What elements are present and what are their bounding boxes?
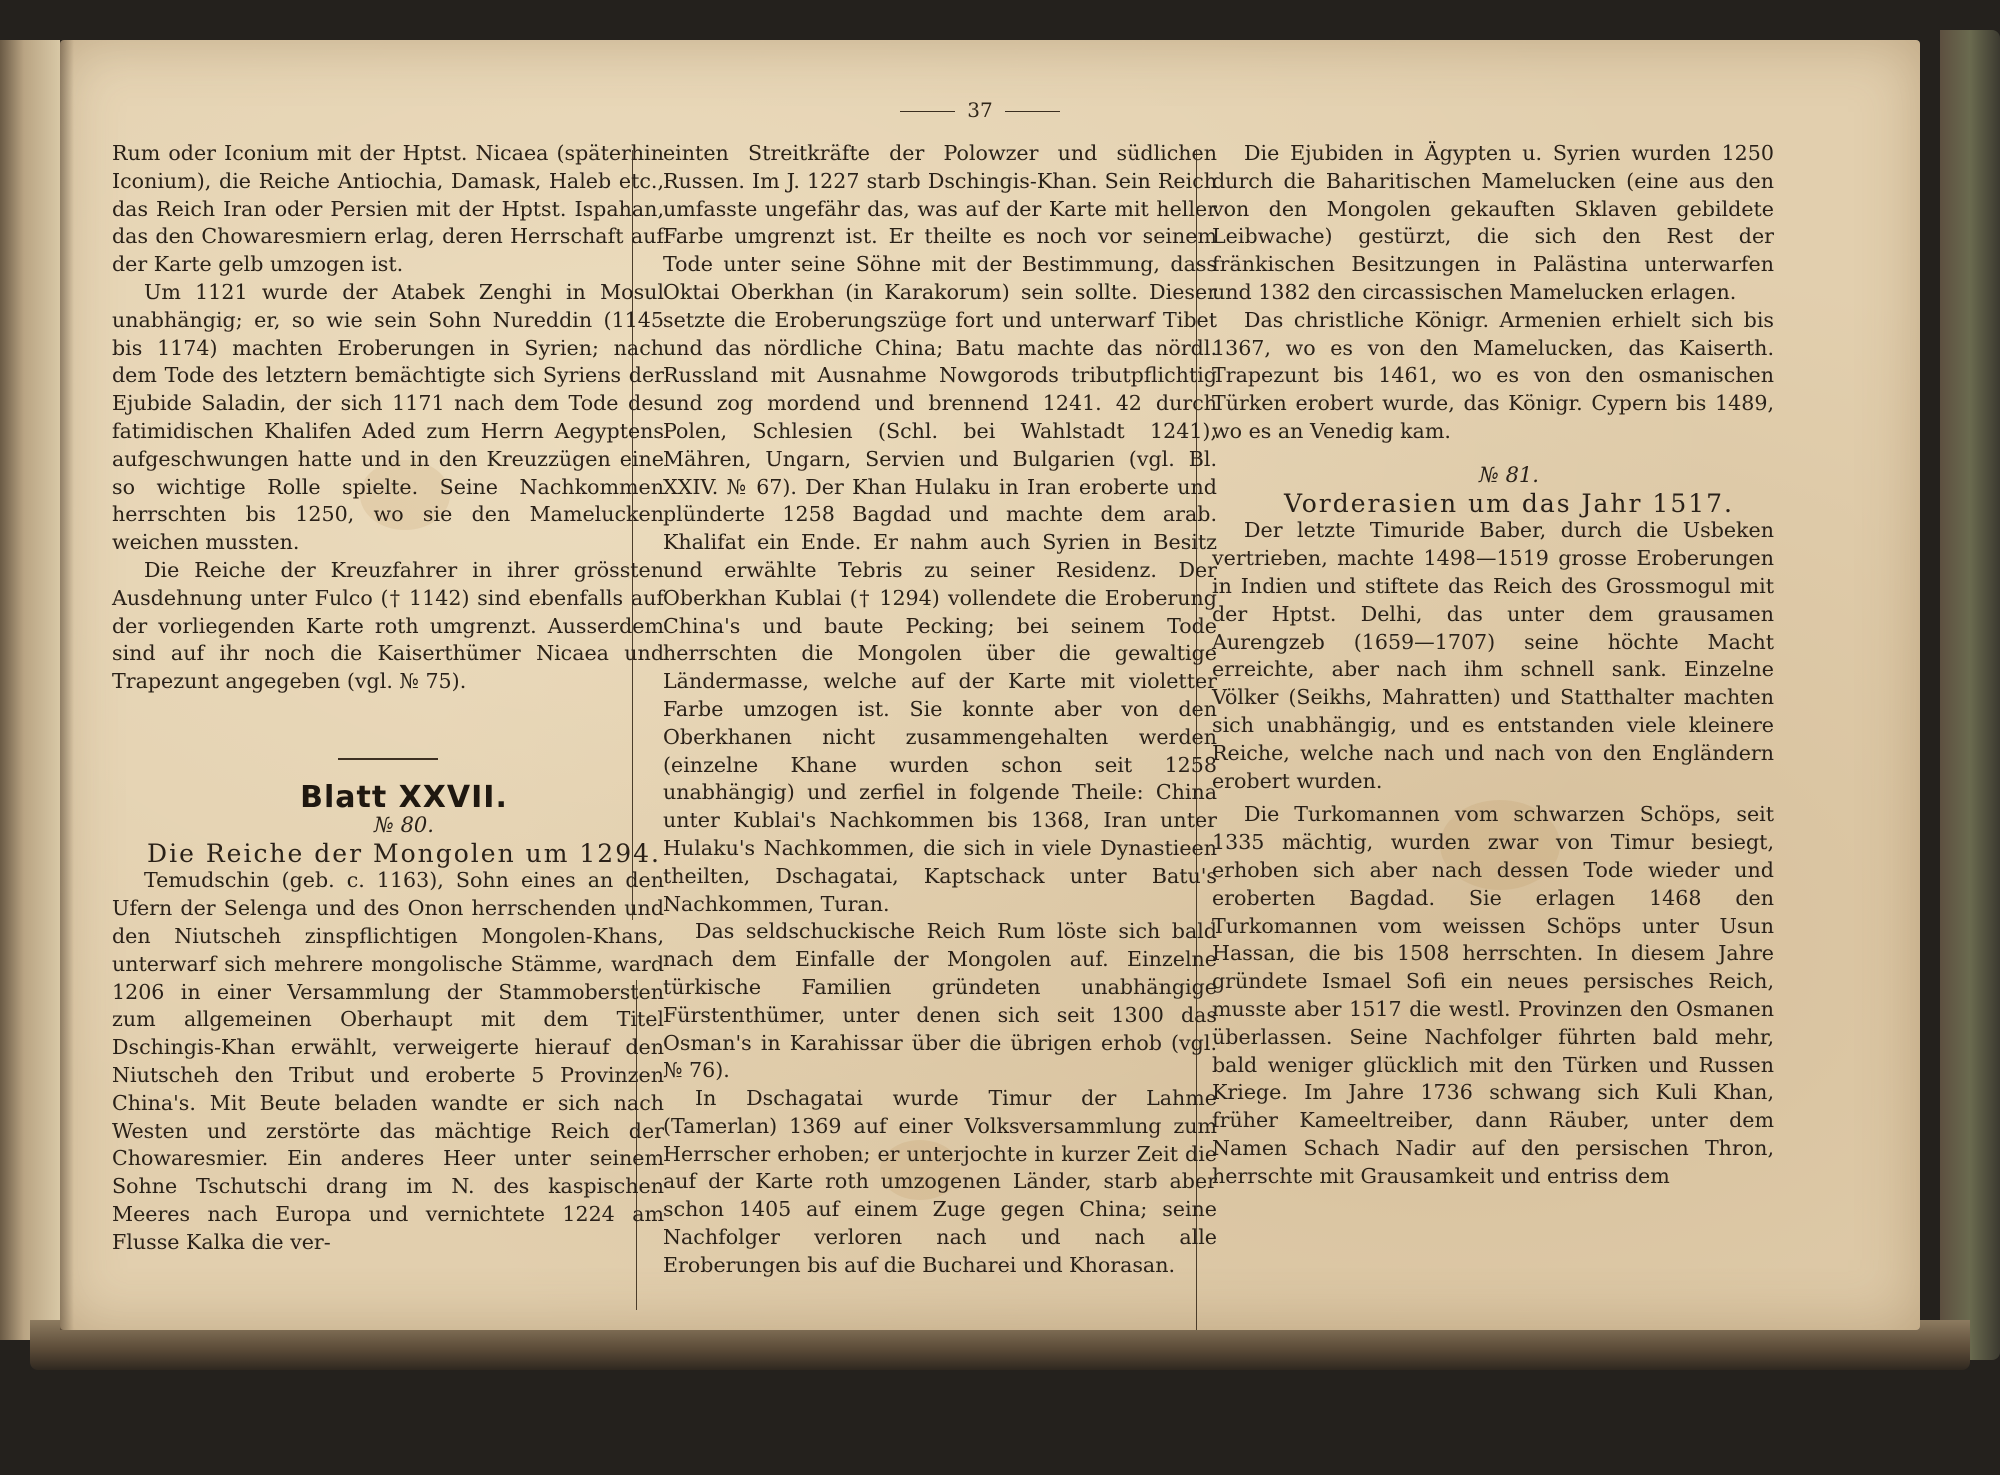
text-column-1 [112, 140, 664, 1256]
paragraph: Der letzte Timuride Baber, durch die Usbeken vertrieben, machte 1498—1519 grosse Eroberungen in Indien und stiftete das Reich des Grossmogul mit der Hptst. Delhi, das unter dem grausamen Aurengzeb (1659—1707) seine höchte Macht erreichte, aber nach ihm schnell sank. Einzelne Völker (Seikhs, Mahratten) und Statthalter machten sich unabhängig, und es entstanden viele kleinere Reiche, welche nach und nach von den Engländern erobert wurden. [1212, 518, 1774, 793]
paragraph: Rum oder Iconium mit der Hptst. Nicaea (späterhin Iconium), die Reiche Antiochia, Damask, Haleb etc., das Reich Iran oder Persien mit der Hptst. Ispahan, das den Chowaresmiern erlag, deren Herrschaft auf der Karte gelb umzogen ist. [112, 141, 664, 277]
folio-dash-left [900, 111, 955, 112]
left-page-edge [0, 40, 60, 1340]
paragraph: In Dschagatai wurde Timur der Lahme (Tamerlan) 1369 auf einer Volksversammlung zum Herrscher erhoben; er unterjochte in kurzer Zeit die auf der Karte roth umzogenen Länder, starb aber schon 1405 auf einem Zuge gegen China; seine Nachfolger verloren nach und nach alle Eroberungen bis auf die Bucharei und Khorasan. [663, 1086, 1217, 1277]
page-number-text: 37 [967, 98, 993, 122]
paragraph: Die Ejubiden in Ägypten u. Syrien wurden 1250 durch die Baharitischen Mamelucken (eine aus den von den Mongolen gekauften Sklaven gebildete Leibwache) gestürzt, die sich den Rest der fränkischen Besitzungen in Palästina unterwarfen und 1382 den circassischen Mamelucken erlagen. [1212, 141, 1774, 304]
paragraph: Das christliche Königr. Armenien erhielt sich bis 1367, wo es von den Mamelucken, das Kaiserth. Trapezunt bis 1461, wo es von den osmanischen Türken erobert wurde, das Königr. Cypern bis 1489, wo es an Venedig kam. [1212, 307, 1774, 443]
sheet-heading: Blatt XXVII. [300, 779, 508, 815]
section-number: № 81. [1479, 462, 1539, 487]
paragraph: Die Turkomannen vom schwarzen Schöps, seit 1335 mächtig, wurden zwar von Timur besiegt, erhoben sich aber nach dessen Tode wieder und eroberten Bagdad. Sie erlagen 1468 den Turkomannen vom weissen Schöps unter Usun Hassan, die bis 1508 herrschten. In diesem Jahre gründete Ismael Sofi ein neues persisches Reich, musste aber 1517 die westl. Provinzen den Osmanen überlassen. Seine Nachfolger führten bald mehr, bald weniger glücklich mit den Türken und Russen Kriege. Im Jahre 1736 schwang sich Kuli Khan, früher Kameeltreiber, dann Räuber, unter dem Namen Schach Nadir auf den persischen Thron, herrschte mit Grausamkeit und entriss dem [1212, 802, 1774, 1188]
text-column-2 [663, 140, 1217, 1280]
paragraph: Temudschin (geb. c. 1163), Sohn eines an den Ufern der Selenga und des Onon herrschenden und den Niutscheh zinspflichtigen Mongolen-Khans, unterwarf sich mehrere mongolische Stämme, ward 1206 in einer Versammlung der Stammobersten zum allgemeinen Oberhaupt mit dem Titel Dschingis-Khan erwählt, verweigerte hierauf den Niutscheh den Tribut und eroberte 5 Provinzen China's. Mit Beute beladen wandte er sich nach Westen und zerstörte das mächtige Reich der Chowaresmier. Ein anderes Heer unter seinem Sohne Tschutschi drang im N. des kaspischen Meeres nach Europa und vernichtete 1224 am Flusse Kalka die ver- [112, 868, 664, 1254]
section-number: № 80. [374, 812, 434, 837]
book-cover-edge [1940, 30, 2000, 1360]
page-gutter-shadow [60, 40, 74, 1330]
paragraph: Um 1121 wurde der Atabek Zenghi in Mosul unabhängig; er, so wie sein Sohn Nureddin (1145 bis 1174) machten Eroberungen in Syrien; nach dem Tode des letztern bemächtigte sich Syriens der Ejubide Saladin, der sich 1171 nach dem Tode des fatimidischen Khalifen Aded zum Herrn Aegyptens aufgeschwungen hatte und in den Kreuzzügen eine so wichtige Rolle spielte. Seine Nachkommen herrschten bis 1250, wo sie den Mamelucken weichen mussten. [112, 279, 664, 555]
text-column-3 [1212, 140, 1774, 1190]
section-heading: Vorderasien um das Jahr 1517. [1283, 488, 1735, 518]
paragraph: Das seldschuckische Reich Rum löste sich bald nach dem Einfalle der Mongolen auf. Einzelne türkische Familien gründeten unabhängige Fürstenthümer, unter denen sich seit 1300 das Osman's in Karahissar über die übrigen erhob (vgl. № 76). [663, 919, 1217, 1083]
page-number [870, 98, 1090, 122]
paragraph: einten Streitkräfte der Polowzer und südlichen Russen. Im J. 1227 starb Dschingis-Khan. Sein Reich umfasste ungefähr das, was auf der Karte mit heller Farbe umgrenzt ist. Er theilte es noch vor seinem Tode unter seine Söhne mit der Bestimmung, dass Oktai Oberkhan (in Karakorum) sein sollte. Dieser setzte die Eroberungszüge fort und unterwarf Tibet und das nördliche China; Batu machte das nördl. Russland mit Ausnahme Nowgorods tributpflichtig und zog mordend und brennend 1241. 42 durch Polen, Schlesien (Schl. bei Wahlstadt 1241), Mähren, Ungarn, Servien und Bulgarien (vgl. Bl. XXIV. № 67). Der Khan Hulaku in Iran eroberte und plünderte 1258 Bagdad und machte dem arab. Khalifat ein Ende. Er nahm auch Syrien in Besitz und erwählte Tebris zu seiner Residenz. Der Oberkhan Kublai († 1294) vollendete die Eroberung China's und baute Pecking; bei seinem Tode herrschten die Mongolen über die gewaltige Ländermasse, welche auf der Karte mit violetter Farbe umzogen ist. Sie konnte aber von den Oberkhanen nicht zusammengehalten werden (einzelne Khane wurden schon seit 1258 unabhängig) und zerfiel in folgende Theile: China unter Kublai's Nachkommen bis 1368, Iran unter Hulaku's Nachkommen, die sich in viele Dynastieen theilten, Dschagatai, Kaptschack unter Batu's Nachkommen, Turan. [663, 141, 1217, 916]
paragraph: Die Reiche der Kreuzfahrer in ihrer grössten Ausdehnung unter Fulco († 1142) sind ebenfalls auf der vorliegenden Karte roth umgrenzt. Ausserdem sind auf ihr noch die Kaiserthümer Nicaea und Trapezunt angegeben (vgl. № 75). [112, 557, 664, 694]
folio-dash-right [1005, 111, 1060, 112]
section-heading: Die Reiche der Mongolen um 1294. [147, 838, 661, 868]
section-divider [112, 740, 664, 746]
